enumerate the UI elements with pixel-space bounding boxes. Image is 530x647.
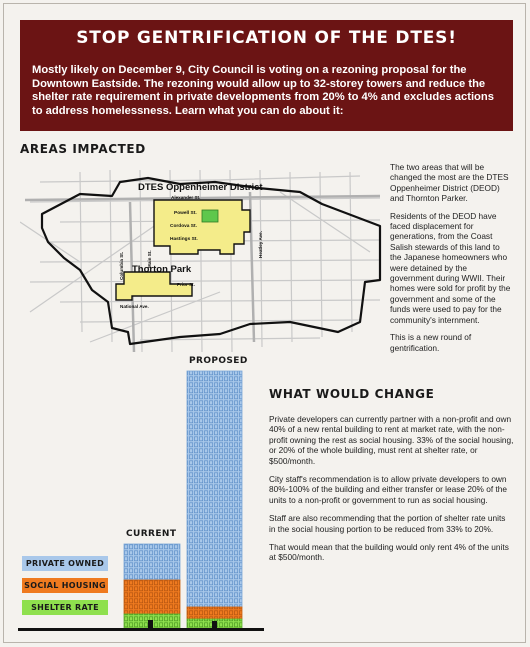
map-label-thornton: Thorton Park: [132, 264, 192, 275]
areas-impacted-heading: AREAS IMPACTED: [20, 142, 146, 156]
current-building: [124, 544, 180, 628]
map-label-heatley: Heatley Ave.: [258, 231, 263, 258]
change-paragraph: Staff are also recommending that the portion of shelter rate units in the social housing portion to be reduced from 33% to 20%.: [269, 513, 506, 534]
area-map: [20, 162, 382, 354]
areas-description: [390, 162, 512, 360]
proposed-building: [187, 371, 242, 628]
ground-line: [18, 628, 264, 631]
map-label-prior: Prior St.: [177, 282, 195, 287]
change-paragraph: Private developers can currently partner with a non-profit and own 40% of a new rental building to rent at market rate, with the non-profit owning the rest as social housing. 33% of the social housing, or 20% of the whole building, must rent at shelter rate, or $500/month.: [269, 414, 514, 466]
map-label-alexander: Alexander St.: [171, 195, 201, 200]
legend-private-owned: PRIVATE OWNED: [22, 556, 108, 571]
intro-text: Mostly likely on December 9, City Council is voting on a rezoning proposal for the Downtown Eastside. The rezoning would allow up to 32-storey towers and reduce the shelter rate requirement in private developments from 20% to 4% and excludes actions to address homelessness. Learn what you can do about it:: [32, 64, 494, 117]
areas-paragraph: Residents of the DEOD have faced displacement for generations, from the Coast Salish stewards of this land to the Japanese homeowners who were detained by the government during WWII. Their homes were sold for profit by the government and some of the funds were used to pay for the community's internment.: [390, 210, 511, 325]
building-comparison-diagram: [119, 364, 249, 632]
what-would-change-heading: WHAT WOULD CHANGE: [269, 387, 435, 401]
page-title: STOP GENTRIFICATION OF THE DTES!: [76, 28, 457, 48]
change-paragraph: That would mean that the building would only rent 4% of the units at $500/month.: [269, 542, 509, 563]
change-description: [269, 414, 514, 571]
areas-paragraph: This is a new round of gentrification.: [390, 332, 472, 353]
map-label-cordova: Cordova St.: [170, 224, 197, 229]
map-label-main: Main St.: [147, 250, 152, 268]
change-paragraph: City staff's recommendation is to allow private developers to own 80%-100% of the building and either transfer or lease 20% of the units to a non-profit or government to run as social housing.: [269, 474, 507, 505]
poster: [3, 3, 526, 643]
header-banner: [20, 20, 513, 131]
map-label-powell: Powell St.: [174, 211, 197, 216]
legend-social-housing: SOCIAL HOUSING: [22, 578, 108, 593]
current-label: CURRENT: [126, 529, 177, 539]
map-label-hastings: Hastings St.: [170, 237, 198, 242]
legend-shelter-rate: SHELTER RATE: [22, 600, 108, 615]
map-label-columbia: Columbia St.: [119, 251, 124, 280]
map-label-national: National Ave.: [120, 304, 149, 309]
map-label-oppenheimer: DTES Oppenheimer District: [138, 182, 263, 193]
proposed-label: PROPOSED: [189, 356, 248, 366]
areas-paragraph: The two areas that will be changed the most are the DTES Oppenheimer District (DEOD) and Thornton Parker.: [390, 162, 509, 204]
